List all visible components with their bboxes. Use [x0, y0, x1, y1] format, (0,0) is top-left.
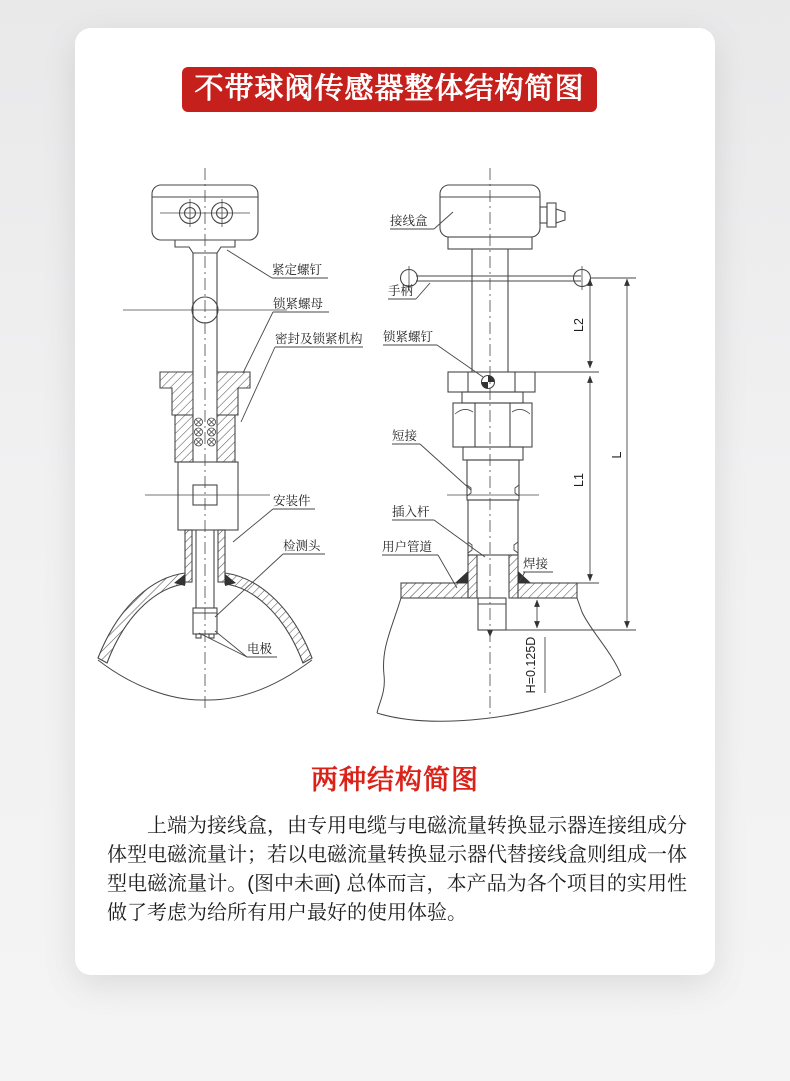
short-pipe-drawing [447, 447, 539, 555]
right-installed-drawing [377, 168, 636, 721]
svg-text:接线盒: 接线盒 [390, 214, 428, 228]
svg-text:插入杆: 插入杆 [392, 505, 430, 519]
svg-text:手柄: 手柄 [388, 284, 414, 298]
svg-text:紧定螺钉: 紧定螺钉 [272, 263, 323, 277]
title-banner: 不带球阀传感器整体结构简图 [182, 67, 597, 112]
svg-text:锁紧螺钉: 锁紧螺钉 [383, 330, 434, 344]
label-mounting-part [233, 493, 315, 542]
label-handle [388, 283, 430, 299]
svg-text:L: L [610, 451, 624, 459]
upper-hex-nut-drawing [448, 372, 535, 392]
svg-text:安装件: 安装件 [273, 494, 311, 508]
svg-text:锁紧螺母: 锁紧螺母 [273, 297, 324, 311]
dimension-lines [506, 278, 636, 693]
description-paragraph: 上端为接线盒，由专用电缆与电磁流量转换显示器连接组成分体型电磁流量计；若以电磁流量转换显示器代替接线盒则组成一体型电磁流量计。(图中未画) 总体而言，本产品为各个项目的实用性做了考虑为给所有用户最好的使用体验。 [107, 815, 687, 924]
sensor-structure-diagram [75, 160, 715, 730]
label-electrode [199, 631, 277, 657]
big-hex-nut-drawing [453, 392, 532, 447]
svg-text:L1: L1 [572, 473, 586, 487]
svg-text:焊接: 焊接 [523, 557, 549, 571]
svg-text:短接: 短接 [392, 429, 418, 443]
svg-text:L2: L2 [572, 318, 586, 332]
label-short-pipe [392, 428, 471, 490]
junction-box-drawing [440, 185, 565, 249]
mounting-block-drawing [145, 462, 270, 530]
label-seal-lock-mechanism [241, 331, 363, 422]
svg-text:H=0.125D: H=0.125D [524, 636, 538, 694]
handle-drawing [401, 249, 591, 372]
left-sectional-drawing [98, 168, 312, 710]
label-set-screw [227, 250, 328, 278]
pipe-wall-drawing [401, 555, 577, 598]
label-locking-screw [383, 329, 483, 377]
detection-head-drawing [193, 608, 217, 638]
insertion-probe-drawing [478, 598, 506, 637]
svg-text:密封及锁紧机构: 密封及锁紧机构 [275, 332, 363, 346]
pipe-break-lines [377, 598, 621, 721]
product-detail-card [75, 28, 715, 975]
label-user-pipe [382, 539, 457, 588]
dimension-labels [524, 318, 624, 693]
svg-text:电极: 电极 [247, 642, 273, 656]
label-junction-box [390, 212, 453, 229]
svg-text:用户管道: 用户管道 [382, 540, 433, 554]
svg-text:检测头: 检测头 [283, 539, 321, 553]
section-heading: 两种结构简图 [311, 765, 479, 795]
